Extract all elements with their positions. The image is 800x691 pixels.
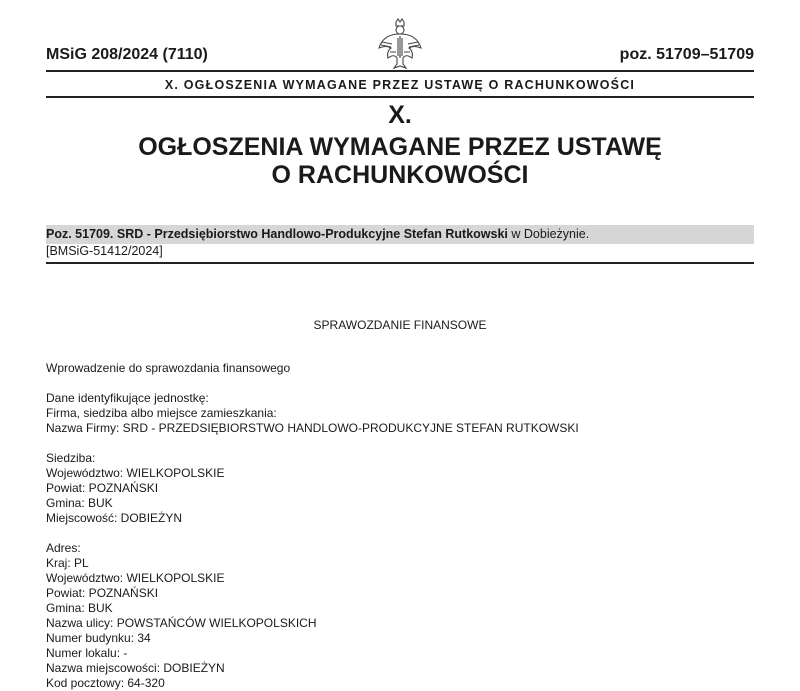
entry-divider bbox=[46, 262, 754, 264]
address-line: Gmina: BUK bbox=[46, 601, 113, 615]
intro-text: Wprowadzenie do sprawozdania finansowego bbox=[46, 361, 291, 375]
seat-line: Województwo: WIELKOPOLSKIE bbox=[46, 466, 225, 480]
section-number: X. bbox=[388, 101, 412, 129]
section-title-line1: OGŁOSZENIA WYMAGANE PRZEZ USTAWĘ bbox=[138, 133, 662, 161]
address-line: Nazwa miejscowości: DOBIEŻYN bbox=[46, 661, 225, 675]
ident-heading: Dane identyfikujące jednostkę: bbox=[46, 391, 209, 405]
address-heading: Adres: bbox=[46, 541, 81, 555]
section-title-line2: O RACHUNKOWOŚCI bbox=[271, 161, 529, 189]
document-body bbox=[46, 361, 579, 691]
firm-heading: Firma, siedziba albo miejsce zamieszkania: bbox=[46, 406, 277, 420]
seat-heading: Siedziba: bbox=[46, 451, 96, 465]
entry-heading bbox=[46, 227, 589, 241]
address-line: Kraj: PL bbox=[46, 556, 89, 570]
seat-line: Powiat: POZNAŃSKI bbox=[46, 481, 159, 495]
address-line: Powiat: POZNAŃSKI bbox=[46, 586, 159, 600]
address-line: Województwo: WIELKOPOLSKIE bbox=[46, 571, 225, 585]
seat-line: Gmina: BUK bbox=[46, 496, 113, 510]
address-line: Numer budynku: 34 bbox=[46, 631, 151, 645]
document-title: SPRAWOZDANIE FINANSOWE bbox=[313, 318, 487, 332]
entry-heading-location: w Dobieżynie. bbox=[507, 227, 590, 241]
polish-eagle-icon bbox=[376, 18, 424, 70]
seat-line: Miejscowość: DOBIEŻYN bbox=[46, 511, 183, 525]
address-line: Kod pocztowy: 64-320 bbox=[46, 676, 165, 690]
entry-reference: [BMSiG-51412/2024] bbox=[46, 244, 163, 258]
address-line: Nazwa ulicy: POWSTAŃCÓW WIELKOPOLSKICH bbox=[46, 616, 317, 630]
address-line: Numer lokalu: - bbox=[46, 646, 128, 660]
firm-name: Nazwa Firmy: SRD - PRZEDSIĘBIORSTWO HANDLOWO-PRODUKCYJNE STEFAN RUTKOWSKI bbox=[46, 421, 579, 435]
header-divider-bottom bbox=[46, 96, 754, 98]
section-header: X. OGŁOSZENIA WYMAGANE PRZEZ USTAWĘ O RACHUNKOWOŚCI bbox=[164, 78, 636, 92]
entry-heading-bold: Poz. 51709. SRD - Przedsiębiorstwo Handlowo-Produkcyjne Stefan Rutkowski bbox=[46, 227, 508, 241]
issue-number: MSiG 208/2024 (7110) bbox=[46, 46, 208, 63]
header-divider-top bbox=[46, 70, 754, 72]
position-range: poz. 51709–51709 bbox=[619, 46, 754, 63]
